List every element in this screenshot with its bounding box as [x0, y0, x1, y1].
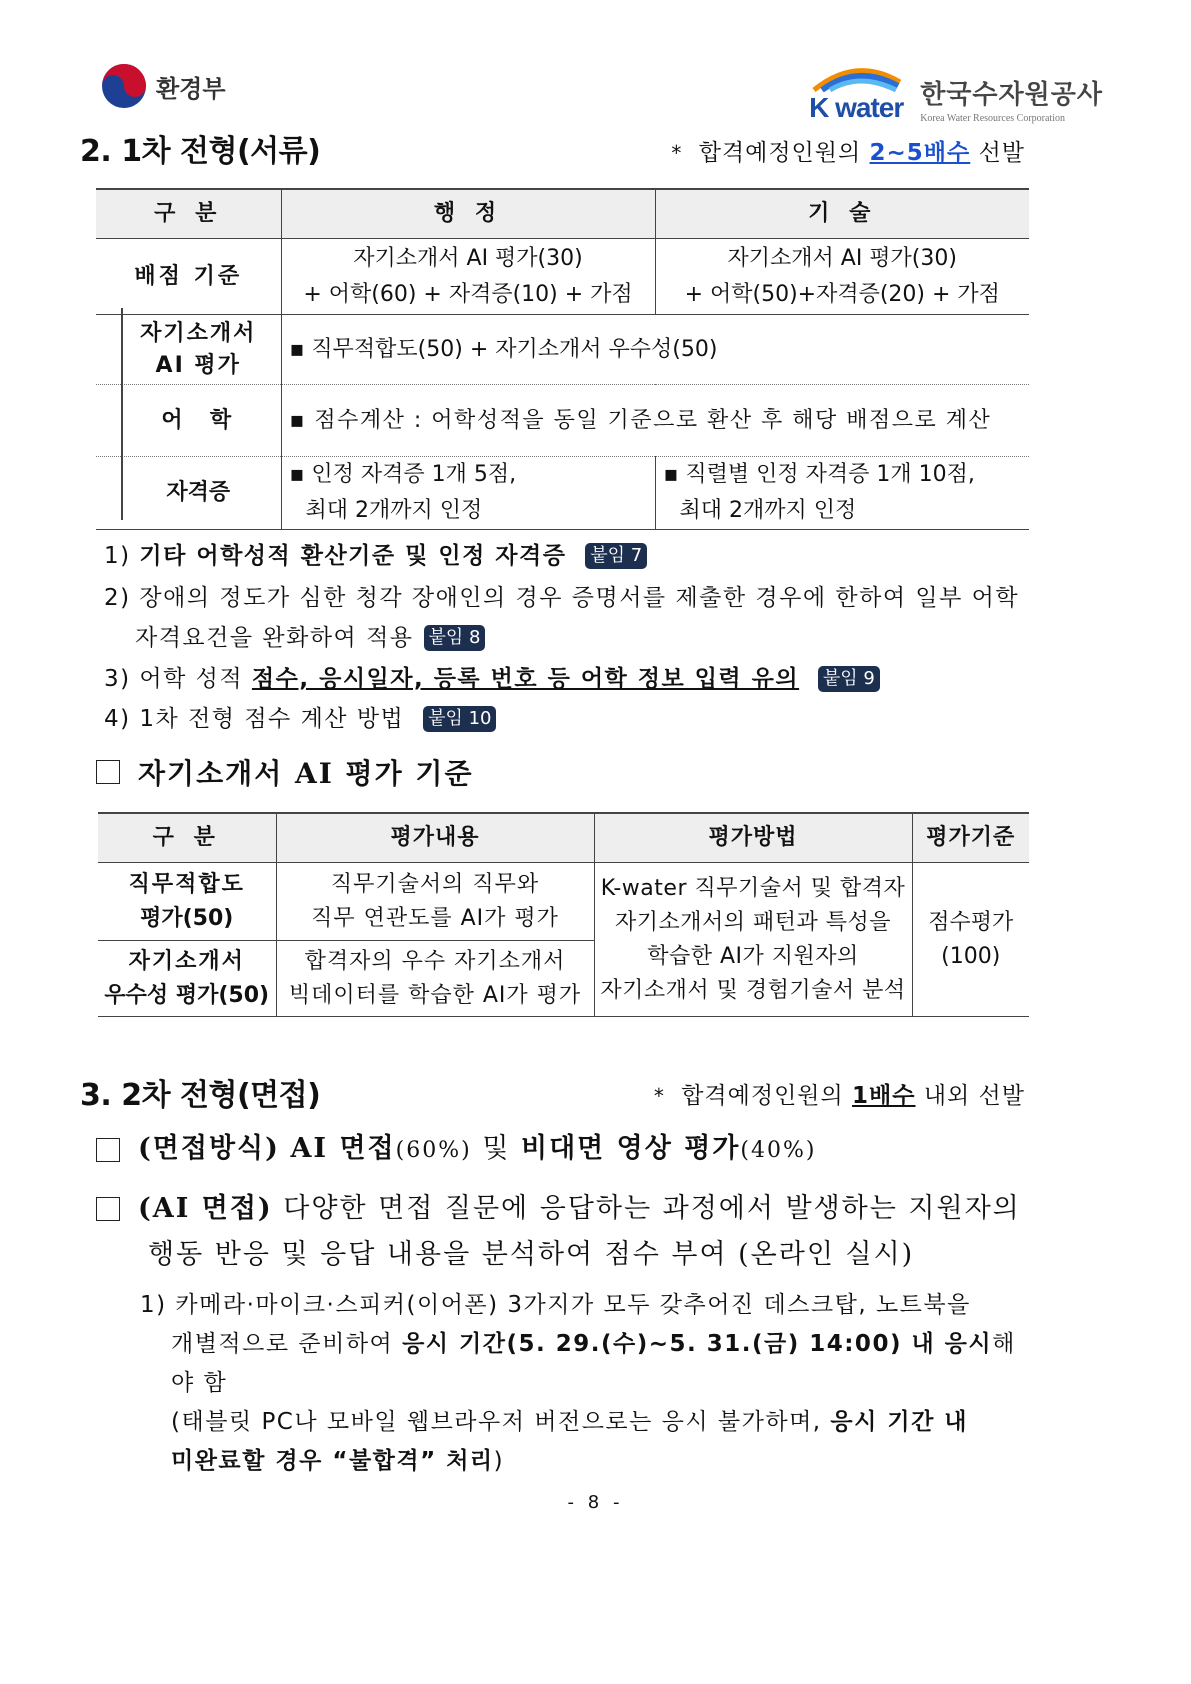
checkbox-square-icon: [96, 1197, 120, 1221]
language-content: ▪ 점수계산 : 어학성적을 동일 기준으로 환산 후 해당 배점으로 계산: [281, 385, 1029, 457]
fit-label: 직무적합도 평가(50): [98, 863, 276, 941]
ai-eval-label: 자기소개서 AI 평가: [96, 315, 281, 385]
header-criteria: 평가기준: [912, 813, 1029, 863]
attachment-badge: 붙임 9: [818, 666, 880, 692]
excellence-content: 합격자의 우수 자기소개서 빅데이터를 학습한 AI가 평가: [276, 941, 594, 1017]
section2-title: 2. 1차 전형(서류): [80, 134, 321, 169]
score-basis-label: 배점 기준: [96, 239, 281, 315]
language-label: 어 학: [96, 385, 281, 457]
section3-note: * 합격예정인원의 1배수 내외 선발: [653, 1083, 1025, 1109]
list-item: 2) 장애의 정도가 심한 청각 장애인의 경우 증명서를 제출한 경우에 한하여 일부 어학 자격요건을 완화하여 적용 붙임 8: [104, 585, 1020, 651]
score-basis-row: [96, 239, 1029, 315]
header-category: 구 분: [98, 813, 276, 863]
section3-title: 3. 2차 전형(면접): [80, 1078, 321, 1113]
table-header-row: [98, 813, 1029, 863]
ministry-logo: [100, 62, 226, 110]
certificate-admin: ▪ 인정 자격증 1개 5점, 최대 2개까지 인정: [281, 457, 655, 530]
fit-content: 직무기술서의 직무와 직무 연관도를 AI가 평가: [276, 863, 594, 941]
interview-item-1: 1) 카메라·마이크·스피커(이어폰) 3가지가 모두 갖추어진 데스크탑, 노트북을 개별적으로 준비하여 응시 기간(5. 29.(수)~5. 31.(금) 14:00) 내 응시해야 함 (태블릿 PC나 모바일 웹브라우저 버전으로는 응시 불가하며, 응시 기간 내 미완료할 경우 “불합격” 처리): [140, 1292, 1016, 1474]
list-item: 4) 1차 전형 점수 계산 방법 붙임 10: [104, 700, 496, 733]
ai-criteria-title: 자기소개서 AI 평가 기준: [96, 752, 474, 792]
score-basis-admin: 자기소개서 AI 평가(30) + 어학(60) + 자격증(10) + 가점: [281, 239, 655, 315]
header-admin: 행 정: [281, 189, 655, 239]
header-content: 평가내용: [276, 813, 594, 863]
selection-ratio: 2~5배수: [869, 140, 971, 166]
sub-row-indent-line: [121, 308, 123, 520]
ai-eval-row: [96, 315, 1029, 385]
certificate-tech: ▪ 직렬별 인정 자격증 1개 10점, 최대 2개까지 인정: [655, 457, 1029, 530]
attachment-badge: 붙임 7: [585, 543, 647, 569]
header-tech: 기 술: [655, 189, 1029, 239]
score-basis-tech: 자기소개서 AI 평가(30) + 어학(50)+자격증(20) + 가점: [655, 239, 1029, 315]
header-method: 평가방법: [594, 813, 912, 863]
fit-row: [98, 863, 1029, 941]
interview-method: (면접방식) AI 면접(60%) 및 비대면 영상 평가(40%): [96, 1126, 816, 1174]
certificate-row: [96, 457, 1029, 530]
checkbox-square-icon: [96, 1138, 120, 1162]
attachment-badge: 붙임 10: [423, 706, 496, 732]
kwater-logo: [808, 62, 1103, 124]
kwater-name-en: Korea Water Resources Corporation: [920, 113, 1065, 124]
certificate-label: 자격증: [96, 457, 281, 530]
taegeuk-emblem-icon: [100, 62, 148, 110]
section2-note: * 합격예정인원의 2~5배수 선발: [671, 140, 1025, 166]
screening-table: [96, 188, 1029, 530]
list-item: 1) 기타 어학성적 환산기준 및 인정 자격증 붙임 7: [104, 537, 647, 570]
list-item: 3) 어학 성적 점수, 응시일자, 등록 번호 등 어학 정보 입력 유의 붙임 9: [104, 660, 880, 693]
kwater-name-ko: 한국수자원공사: [920, 80, 1103, 110]
language-row: [96, 385, 1029, 457]
ai-eval-content: ▪ 직무적합도(50) + 자기소개서 우수성(50): [281, 315, 1029, 385]
ai-criteria-table: [98, 812, 1029, 1017]
ai-interview-desc: (AI 면접) 다양한 면접 질문에 응답하는 과정에서 발생하는 지원자의 행동 반응 및 응답 내용을 분석하여 점수 부여 (온라인 실시): [96, 1186, 1036, 1278]
selection-ratio: 1배수: [852, 1083, 916, 1109]
excellence-label: 자기소개서 우수성 평가(50): [98, 941, 276, 1017]
page-number: - 8 -: [567, 1492, 624, 1513]
checkbox-square-icon: [96, 760, 120, 784]
ministry-name: 환경부: [156, 74, 226, 103]
method-content: K-water 직무기술서 및 합격자 자기소개서의 패턴과 특성을 학습한 AI가 지원자의 자기소개서 및 경험기술서 분석: [594, 863, 912, 1017]
wave-arc-icon: [808, 62, 904, 92]
table-header-row: [96, 189, 1029, 239]
header-category: 구 분: [96, 189, 281, 239]
kwater-brand: K water: [809, 92, 904, 123]
criteria-content: 점수평가 (100): [912, 863, 1029, 1017]
attachment-badge: 붙임 8: [424, 625, 486, 651]
